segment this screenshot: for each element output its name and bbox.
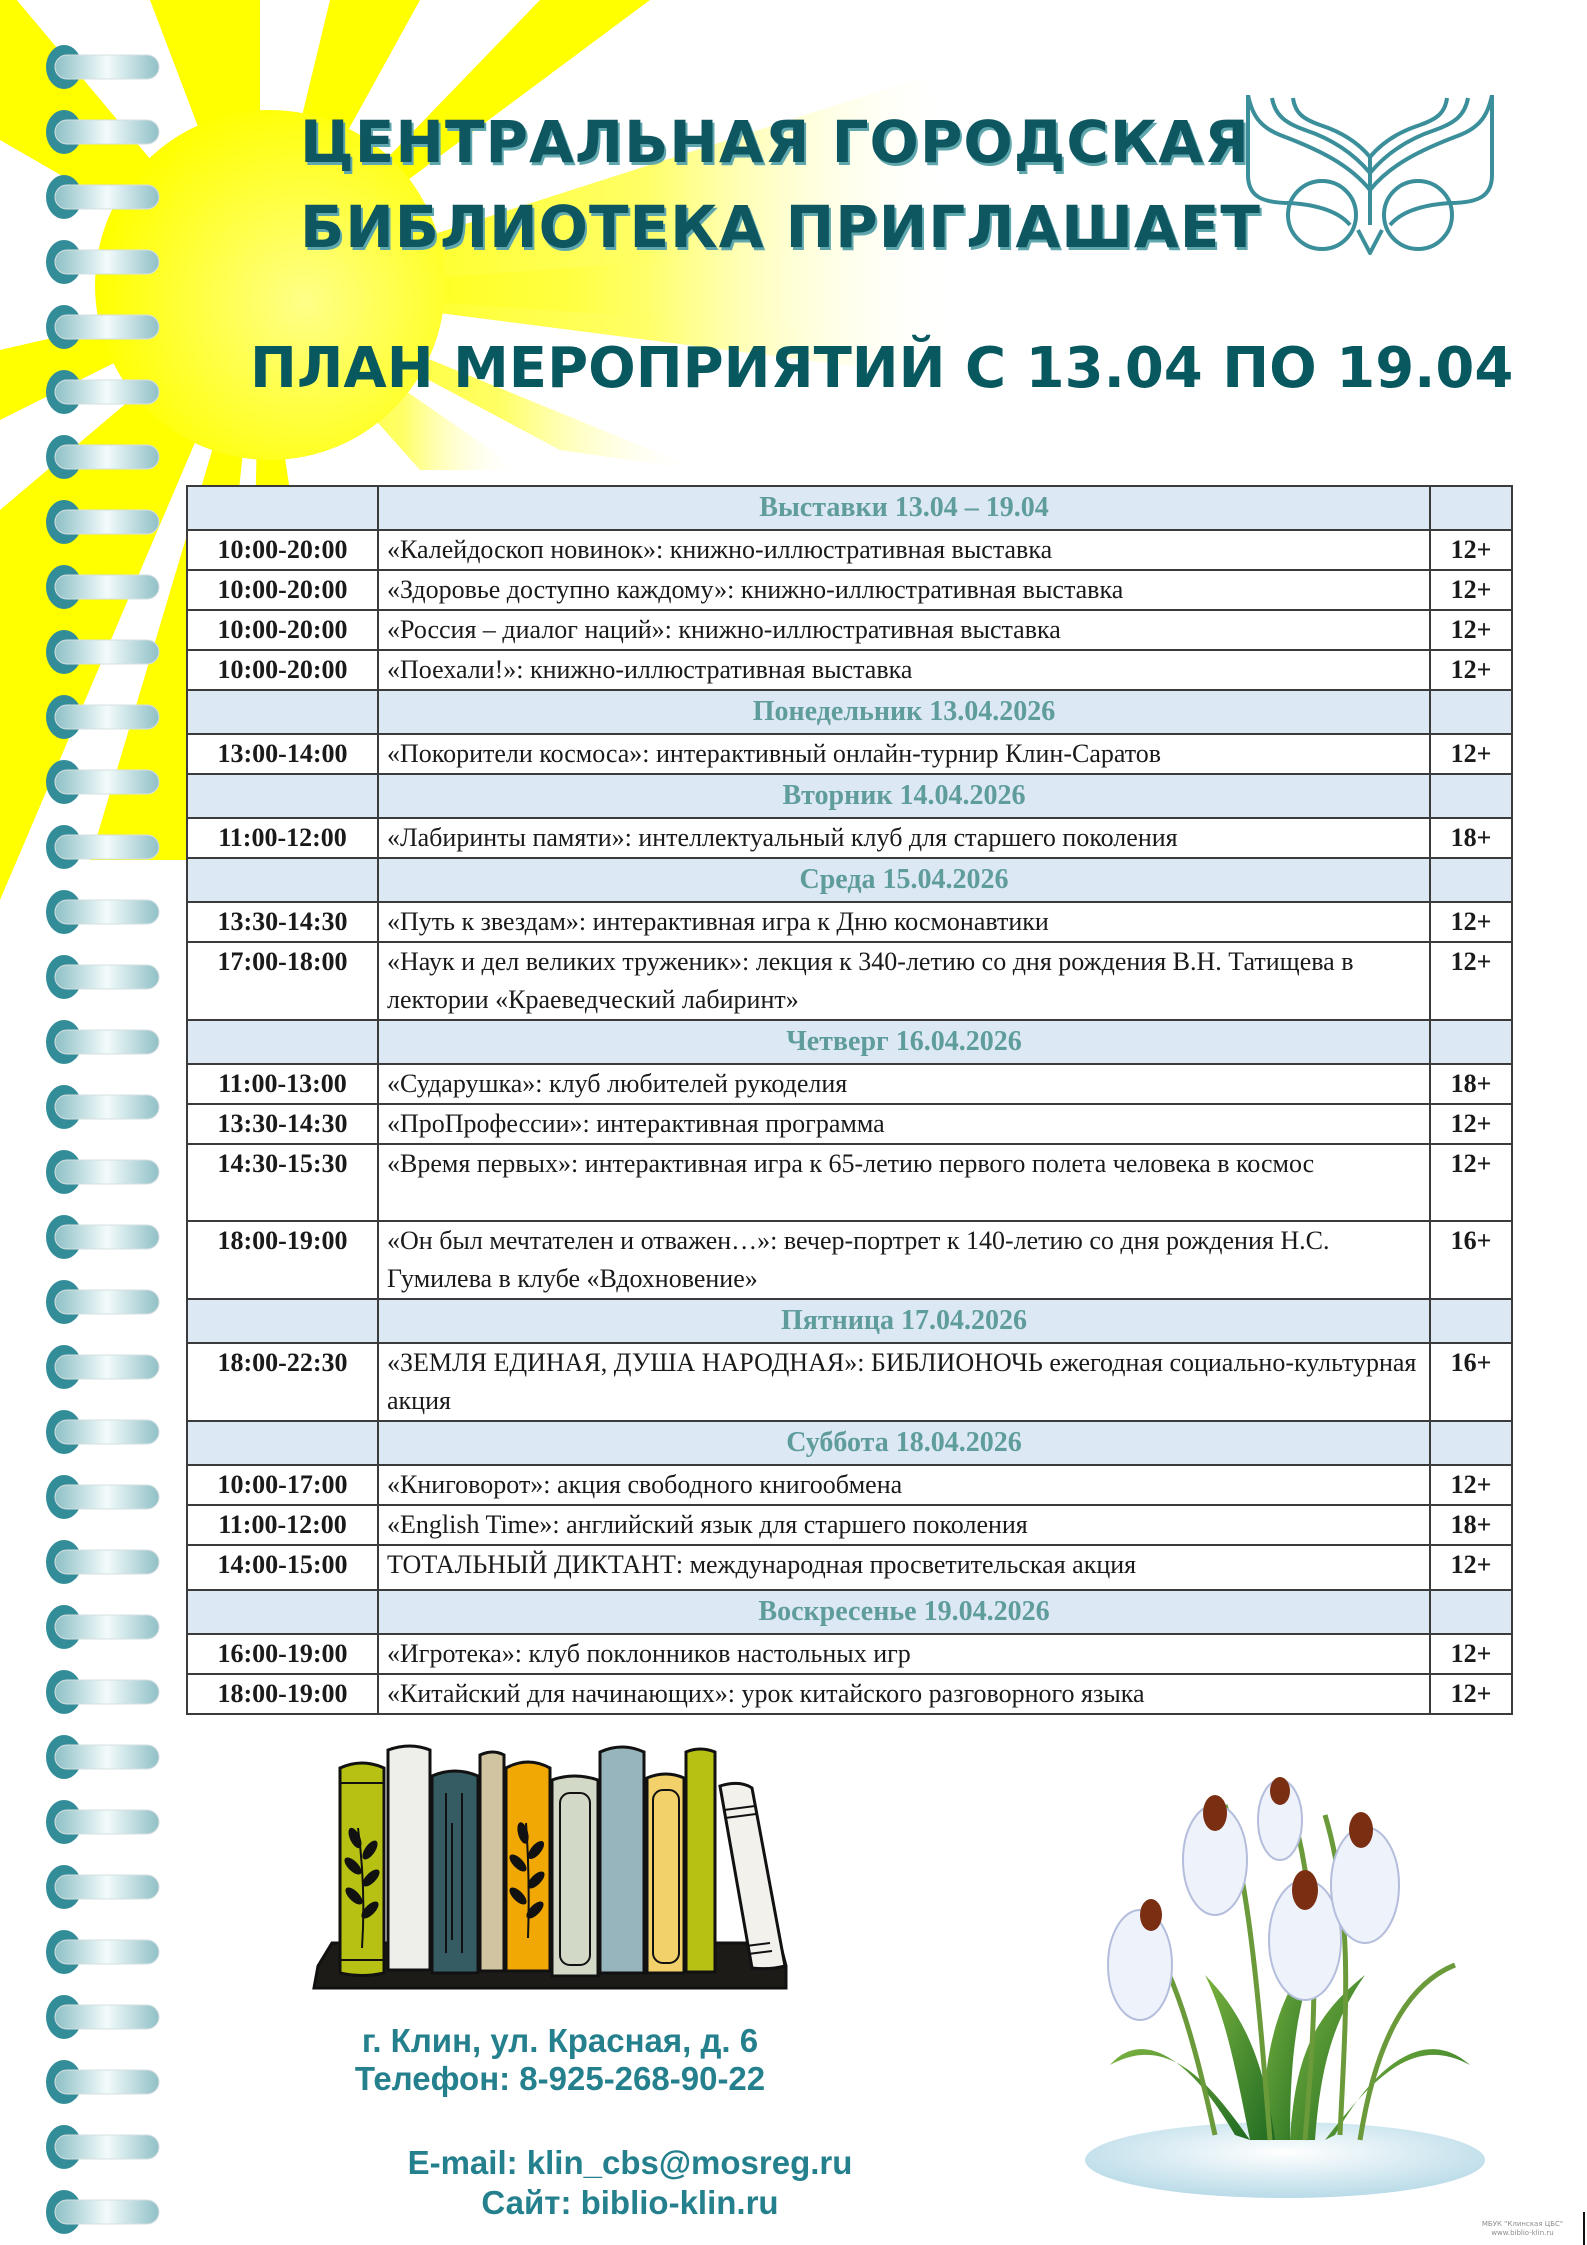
- event-description: «Лабиринты памяти»: интеллектуальный клуб для старшего поколения: [378, 818, 1430, 858]
- section-header-empty-cell: [1430, 1020, 1512, 1064]
- section-header-row: [187, 774, 1512, 818]
- section-header-empty-cell: [1430, 774, 1512, 818]
- section-header-empty-cell: [187, 1299, 378, 1343]
- section-header-row: [187, 858, 1512, 902]
- binding-ring: [46, 1475, 159, 1519]
- binding-ring: [46, 1280, 159, 1324]
- event-time: 13:30-14:30: [187, 902, 378, 942]
- event-time: 13:30-14:30: [187, 1104, 378, 1144]
- page-title-line-2: БИБЛИОТЕКА ПРИГЛАШАЕТ: [300, 193, 1261, 261]
- email-text: E-mail: klin_cbs@mosreg.ru: [407, 2144, 853, 2181]
- binding-ring: [46, 1215, 159, 1259]
- age-rating: 12+: [1430, 902, 1512, 942]
- event-row: [187, 1505, 1512, 1545]
- event-time: 18:00-19:00: [187, 1221, 378, 1299]
- section-header-empty-cell: [1430, 858, 1512, 902]
- spiral-binding: [0, 0, 180, 2245]
- age-rating: 12+: [1430, 1674, 1512, 1714]
- event-description: «Игротека»: клуб поклонников настольных игр: [378, 1634, 1430, 1674]
- event-description: «Поехали!»: книжно-иллюстративная выставка: [378, 650, 1430, 690]
- age-rating: 12+: [1430, 1545, 1512, 1590]
- binding-ring: [46, 630, 159, 674]
- binding-ring: [46, 435, 159, 479]
- event-description: «Наук и дел великих труженик»: лекция к 340-летию со дня рождения В.Н. Татищева в лектории «Краеведческий лабиринт»: [378, 942, 1430, 1020]
- binding-ring: [46, 1735, 159, 1779]
- event-time: 11:00-12:00: [187, 818, 378, 858]
- section-title: Суббота 18.04.2026: [378, 1421, 1430, 1465]
- age-rating: 12+: [1430, 734, 1512, 774]
- age-rating: 12+: [1430, 570, 1512, 610]
- binding-ring: [46, 1605, 159, 1649]
- binding-ring: [46, 1930, 159, 1974]
- event-time: 10:00-20:00: [187, 610, 378, 650]
- page-title-line-1: ЦЕНТРАЛЬНАЯ ГОРОДСКАЯ: [300, 108, 1250, 176]
- event-row: [187, 570, 1512, 610]
- age-rating: 18+: [1430, 818, 1512, 858]
- section-header-empty-cell: [187, 690, 378, 734]
- address-text: г. Клин, ул. Красная, д. 6: [361, 2022, 759, 2059]
- event-row: [187, 1634, 1512, 1674]
- event-row: [187, 1144, 1512, 1221]
- age-rating: 12+: [1430, 1144, 1512, 1221]
- binding-ring: [46, 1995, 159, 2039]
- event-time: 18:00-22:30: [187, 1343, 378, 1421]
- event-description: «Здоровье доступно каждому»: книжно-иллюстративная выставка: [378, 570, 1430, 610]
- age-rating: 12+: [1430, 650, 1512, 690]
- contact-address-block: [270, 2022, 850, 2098]
- event-time: 10:00-20:00: [187, 650, 378, 690]
- section-header-empty-cell: [187, 858, 378, 902]
- section-title: Четверг 16.04.2026: [378, 1020, 1430, 1064]
- age-rating: 12+: [1430, 1634, 1512, 1674]
- event-time: 11:00-12:00: [187, 1505, 378, 1545]
- binding-ring: [46, 2060, 159, 2104]
- event-description: «Он был мечтателен и отважен…»: вечер-портрет к 140-летию со дня рождения Н.С. Гумилева в клубе «Вдохновение»: [378, 1221, 1430, 1299]
- event-description: «Покорители космоса»: интерактивный онлайн-турнир Клин-Саратов: [378, 734, 1430, 774]
- event-row: [187, 1064, 1512, 1104]
- watermark-line-1: МБУК "Клинская ЦБС": [1481, 2220, 1564, 2228]
- bookshelf-icon: [300, 1738, 800, 1998]
- event-row: [187, 734, 1512, 774]
- binding-ring: [46, 110, 159, 154]
- event-row: [187, 1545, 1512, 1590]
- event-description: «ЗЕМЛЯ ЕДИНАЯ, ДУША НАРОДНАЯ»: БИБЛИОНОЧЬ ежегодная социально-культурная акция: [378, 1343, 1430, 1421]
- schedule-table: [186, 485, 1513, 1715]
- section-header-row: [187, 486, 1512, 530]
- age-rating: 12+: [1430, 530, 1512, 570]
- event-time: 16:00-19:00: [187, 1634, 378, 1674]
- event-time: 18:00-19:00: [187, 1674, 378, 1714]
- age-rating: 16+: [1430, 1221, 1512, 1299]
- event-row: [187, 902, 1512, 942]
- event-description: «Время первых»: интерактивная игра к 65-летию первого полета человека в космос: [378, 1144, 1430, 1221]
- watermark-divider: [1583, 2212, 1585, 2245]
- section-header-empty-cell: [187, 1020, 378, 1064]
- binding-ring: [46, 695, 159, 739]
- age-rating: 16+: [1430, 1343, 1512, 1421]
- section-title: Пятница 17.04.2026: [378, 1299, 1430, 1343]
- section-header-empty-cell: [1430, 1299, 1512, 1343]
- watermark-line-2: www.biblio-klin.ru: [1491, 2229, 1554, 2237]
- section-header-empty-cell: [1430, 486, 1512, 530]
- section-header-row: [187, 1421, 1512, 1465]
- section-header-empty-cell: [187, 1590, 378, 1634]
- binding-ring: [46, 760, 159, 804]
- section-header-empty-cell: [1430, 1590, 1512, 1634]
- event-row: [187, 818, 1512, 858]
- binding-ring: [46, 1020, 159, 1064]
- event-time: 17:00-18:00: [187, 942, 378, 1020]
- section-title: Воскресенье 19.04.2026: [378, 1590, 1430, 1634]
- binding-ring: [46, 2190, 159, 2234]
- event-description: «ПроПрофессии»: интерактивная программа: [378, 1104, 1430, 1144]
- age-rating: 18+: [1430, 1064, 1512, 1104]
- event-description: «Путь к звездам»: интерактивная игра к Дню космонавтики: [378, 902, 1430, 942]
- event-row: [187, 650, 1512, 690]
- event-row: [187, 1221, 1512, 1299]
- binding-ring: [46, 565, 159, 609]
- event-time: 13:00-14:00: [187, 734, 378, 774]
- event-description: «English Time»: английский язык для старшего поколения: [378, 1505, 1430, 1545]
- binding-ring: [46, 500, 159, 544]
- event-time: 14:00-15:00: [187, 1545, 378, 1590]
- age-rating: 18+: [1430, 1505, 1512, 1545]
- binding-ring: [46, 1540, 159, 1584]
- binding-ring: [46, 955, 159, 999]
- binding-ring: [46, 1865, 159, 1909]
- event-time: 10:00-17:00: [187, 1465, 378, 1505]
- event-row: [187, 530, 1512, 570]
- binding-ring: [46, 1670, 159, 1714]
- section-header-row: [187, 1299, 1512, 1343]
- binding-ring: [46, 1150, 159, 1194]
- binding-ring: [46, 890, 159, 934]
- phone-text: Телефон: 8-925-268-90-22: [354, 2060, 766, 2097]
- event-row: [187, 1343, 1512, 1421]
- binding-ring: [46, 1345, 159, 1389]
- watermark: [1460, 2220, 1585, 2238]
- event-description: «Калейдоскоп новинок»: книжно-иллюстративная выставка: [378, 530, 1430, 570]
- owl-book-logo-icon: [1240, 95, 1500, 265]
- section-header-row: [187, 1020, 1512, 1064]
- event-row: [187, 610, 1512, 650]
- binding-ring: [46, 370, 159, 414]
- binding-ring: [46, 1800, 159, 1844]
- section-header-empty-cell: [187, 774, 378, 818]
- event-row: [187, 1465, 1512, 1505]
- binding-ring: [46, 2125, 159, 2169]
- event-description: «Сударушка»: клуб любителей рукоделия: [378, 1064, 1430, 1104]
- age-rating: 12+: [1430, 610, 1512, 650]
- snowdrops-icon: [1075, 1765, 1495, 2205]
- event-description: ТОТАЛЬНЫЙ ДИКТАНТ: международная просветительская акция: [378, 1545, 1430, 1590]
- binding-ring: [46, 825, 159, 869]
- binding-ring: [46, 305, 159, 349]
- event-row: [187, 1104, 1512, 1144]
- binding-ring: [46, 1085, 159, 1129]
- event-row: [187, 942, 1512, 1020]
- section-title: Выставки 13.04 – 19.04: [378, 486, 1430, 530]
- event-description: «Россия – диалог наций»: книжно-иллюстративная выставка: [378, 610, 1430, 650]
- section-header-empty-cell: [187, 486, 378, 530]
- section-header-empty-cell: [187, 1421, 378, 1465]
- website-text: Сайт: biblio-klin.ru: [481, 2184, 779, 2221]
- age-rating: 12+: [1430, 1465, 1512, 1505]
- section-title: Среда 15.04.2026: [378, 858, 1430, 902]
- page-subtitle: ПЛАН МЕРОПРИЯТИЙ С 13.04 ПО 19.04: [250, 336, 1514, 401]
- event-time: 11:00-13:00: [187, 1064, 378, 1104]
- contact-online-block: [300, 2143, 960, 2223]
- event-description: «Книговорот»: акция свободного книгообмена: [378, 1465, 1430, 1505]
- section-title: Вторник 14.04.2026: [378, 774, 1430, 818]
- binding-ring: [46, 240, 159, 284]
- event-time: 14:30-15:30: [187, 1144, 378, 1221]
- age-rating: 12+: [1430, 942, 1512, 1020]
- section-header-row: [187, 690, 1512, 734]
- binding-ring: [46, 1410, 159, 1454]
- binding-ring: [46, 175, 159, 219]
- event-row: [187, 1674, 1512, 1714]
- event-time: 10:00-20:00: [187, 530, 378, 570]
- section-header-row: [187, 1590, 1512, 1634]
- event-description: «Китайский для начинающих»: урок китайского разговорного языка: [378, 1674, 1430, 1714]
- event-time: 10:00-20:00: [187, 570, 378, 610]
- age-rating: 12+: [1430, 1104, 1512, 1144]
- binding-ring: [46, 45, 159, 89]
- section-header-empty-cell: [1430, 1421, 1512, 1465]
- section-title: Понедельник 13.04.2026: [378, 690, 1430, 734]
- section-header-empty-cell: [1430, 690, 1512, 734]
